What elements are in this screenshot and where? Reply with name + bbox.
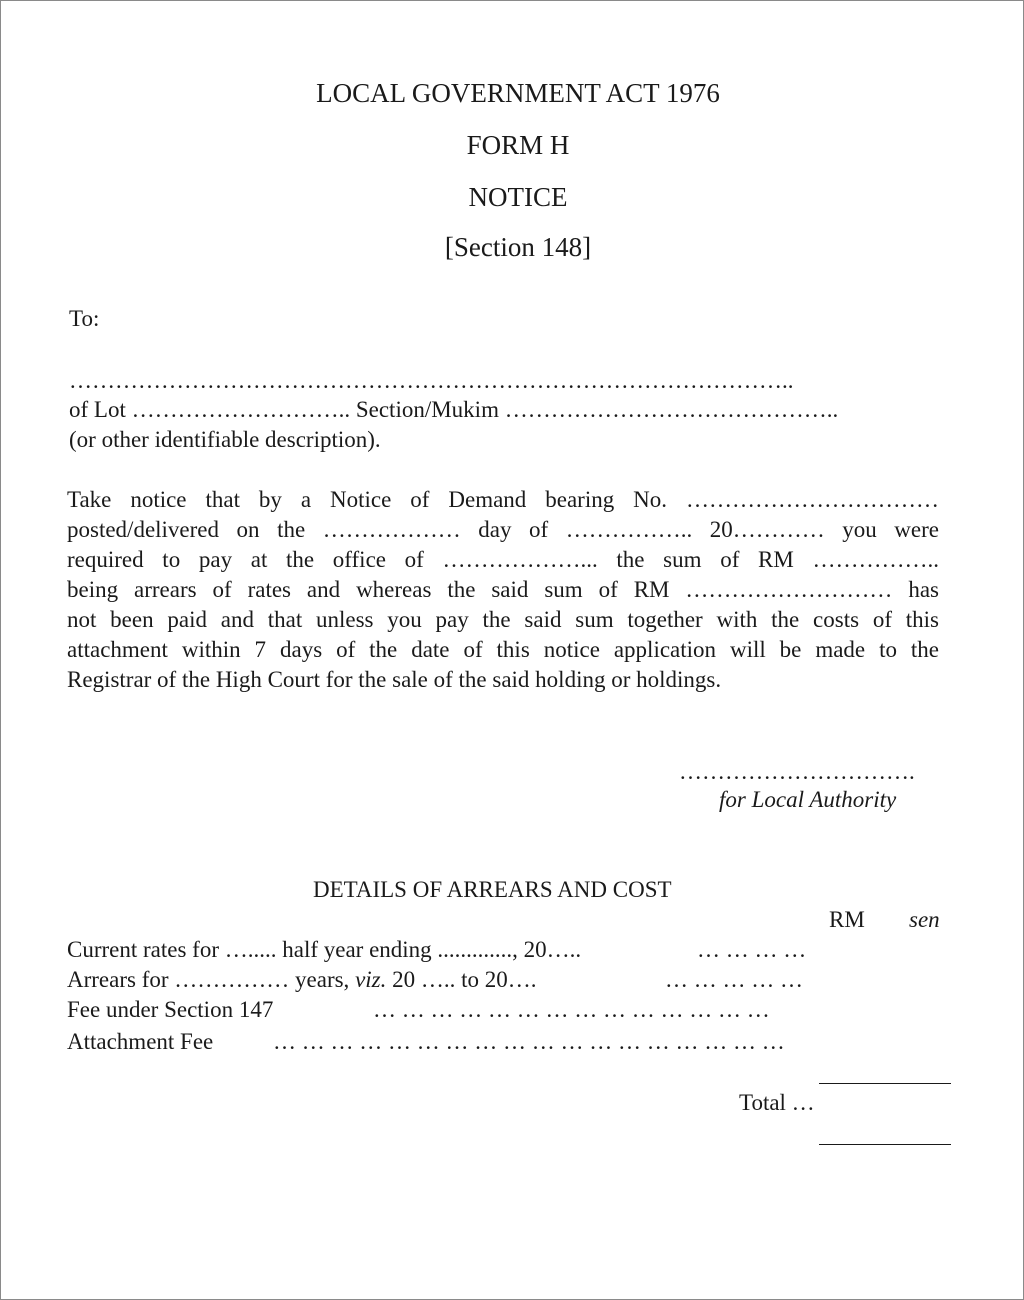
attachment-fee-label: Attachment Fee [67,1029,214,1054]
signature-label: for Local Authority [719,787,897,812]
lot-section-line: of Lot ……………………….. Section/Mukim …………………………………….. [69,397,839,422]
current-rates-label: Current rates for …..... half year ending ............., 20….. [67,937,582,962]
arrears-label-post: 20 ….. to 20…. [392,967,537,992]
total-rule-top [819,1083,951,1084]
fee-section-147-dots: … … … … … … … … … … … … … … [373,997,770,1022]
signature-blank: …………………………. [679,759,915,784]
form-title: FORM H [466,130,570,160]
to-label: To: [69,306,100,331]
addressee-name-blank: ………………………………………………………………………………….. [69,368,794,393]
body-line: required to pay at the office of ………………... the sum of RM …………….. [67,547,939,572]
body-line: posted/delivered on the ……………… day of …………….. 20………… you were [67,517,939,542]
notice-title: NOTICE [468,182,568,212]
act-title: LOCAL GOVERNMENT ACT 1976 [316,78,720,108]
body-line: Registrar of the High Court for the sale of the said holding or holdings. [67,667,722,692]
arrears-label-pre: Arrears for …………… years, [67,967,350,992]
arrears-label [67,968,537,991]
total-label: Total … [739,1090,815,1115]
section-reference: [Section 148] [444,232,592,262]
body-line: Take notice that by a Notice of Demand bearing No. …………………………… [67,487,939,512]
fee-section-147-label: Fee under Section 147 [67,997,274,1022]
sen-column-header: sen [909,907,940,932]
attachment-fee-dots: … … … … … … … … … … … … … … … … … … [273,1029,785,1054]
body-line: not been paid and that unless you pay the said sum together with the costs of this [67,607,939,632]
body-line: being arrears of rates and whereas the said sum of RM ……………………… has [67,577,939,602]
rm-column-header: RM [829,907,865,932]
identifiable-description: (or other identifiable description). [69,427,381,452]
body-line: attachment within 7 days of the date of this notice application will be made to the [67,637,939,662]
details-heading: DETAILS OF ARREARS AND COST [313,877,672,902]
total-rule-bottom [819,1144,951,1145]
arrears-dots: … … … … … [665,967,803,992]
current-rates-dots: … … … … [697,937,807,962]
arrears-label-viz: viz. [355,967,387,992]
